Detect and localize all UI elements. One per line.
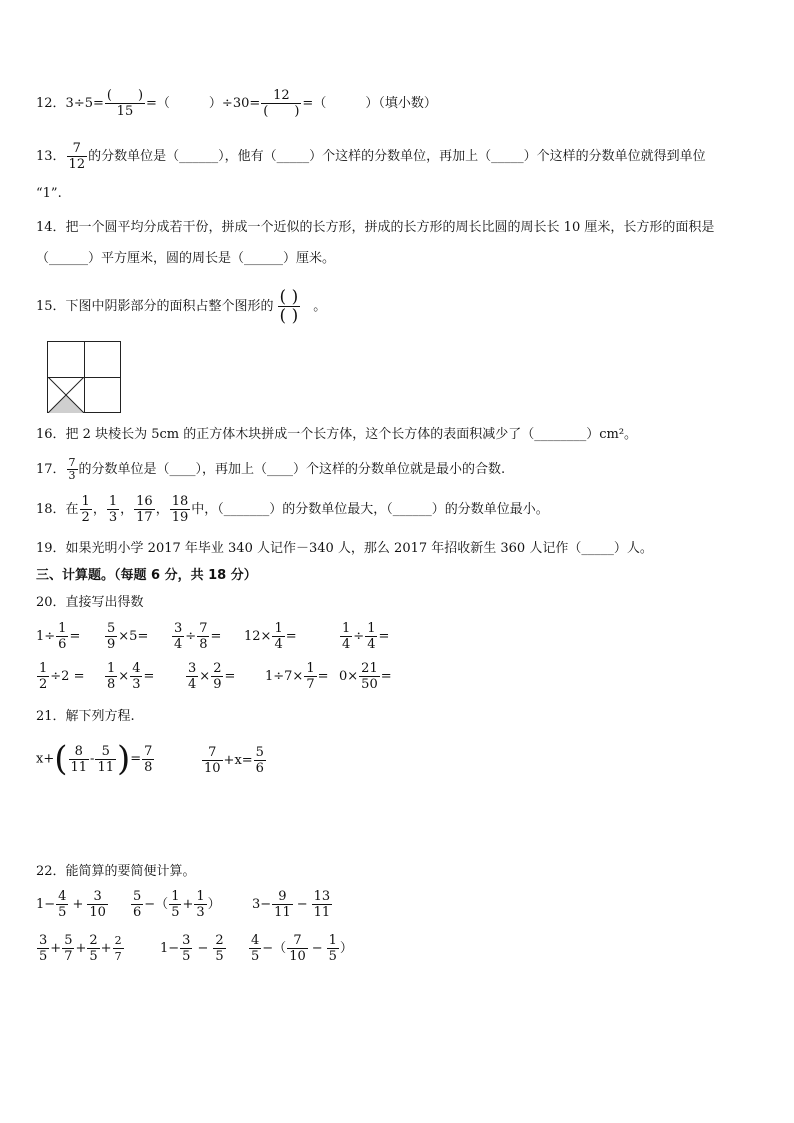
q17-fraction — [67, 457, 78, 482]
q22-e4-b-num: 5 — [64, 933, 73, 948]
q22-e6-end: ） — [339, 941, 353, 956]
q22-e6-frac-a — [249, 933, 261, 964]
q22-e6-frac-c — [327, 933, 339, 964]
q20-r1-e5-den-b: 4 — [367, 637, 376, 652]
q22-e4-frac-c — [87, 933, 99, 964]
q20-r2-e5-pre: 0× — [339, 669, 359, 684]
question-17 — [36, 457, 505, 482]
q22-e5-b-den: 5 — [215, 949, 224, 964]
q15-text: 15．下图中阴影部分的面积占整个图形的 — [36, 299, 274, 314]
q22-e5-pre: 1− — [160, 941, 180, 956]
q20-r1-e5-den-a: 4 — [342, 637, 351, 652]
q22-e4-b-den: 7 — [64, 949, 73, 964]
q18-fraction-2 — [107, 494, 119, 525]
q20-r2-e1-den: 2 — [39, 677, 48, 692]
q20-r2-e1[interactable] — [36, 661, 84, 692]
q22-e4-d-num: 2 — [114, 934, 122, 947]
q16-text[interactable]: 16．把 2 块棱长为 5cm 的正方体木块拼成一个长方体，这个长方体的表面积减少了（________）cm²。 — [36, 427, 638, 442]
q21-eq1-a-den: 11 — [70, 759, 88, 775]
q22-e2-frac-a — [131, 889, 143, 920]
q20-r1-e1-frac — [56, 621, 68, 652]
q20-r1-e3-op: ÷ — [185, 629, 197, 644]
question-15 — [36, 288, 326, 325]
q20-r2-e3-frac-b — [211, 661, 223, 692]
q18-fraction-4 — [170, 494, 191, 525]
q20-r2-e2[interactable] — [104, 661, 154, 692]
q13-number: 13． — [36, 149, 66, 164]
q22-e5-a-num: 3 — [182, 933, 191, 948]
q20-r2-e4-num: 1 — [306, 661, 315, 676]
q22-e6-a-den: 5 — [251, 949, 260, 964]
q22-e2-c-den: 3 — [196, 905, 205, 920]
q20-r2-e3-den-a: 4 — [188, 677, 197, 692]
q21-eq1-x: x+ — [36, 751, 55, 767]
q15-answer-fraction[interactable] — [278, 288, 301, 325]
q17-number: 17． — [36, 462, 66, 477]
q20-r2-e5[interactable] — [339, 661, 392, 692]
q20-r1-e3-den-b: 8 — [199, 637, 208, 652]
q20-r2-e2-frac-a — [105, 661, 117, 692]
q22-e4-frac-a — [37, 933, 49, 964]
q22-e1-a-num: 4 — [58, 889, 67, 904]
q18-f1-den: 2 — [81, 510, 90, 525]
q12-f1-numerator[interactable]: ( ) — [106, 88, 144, 103]
q22-e4-op1: + — [50, 941, 62, 956]
q22-e5-b-num: 2 — [215, 933, 224, 948]
q14-line2[interactable]: （______）平方厘米，圆的周长是（______）厘米。 — [36, 251, 336, 266]
q20-r1-e3-num-b: 7 — [199, 621, 208, 636]
q22-e1-b-num: 3 — [87, 889, 108, 905]
q12-fraction-1 — [105, 88, 145, 119]
q22-e5-frac-a — [180, 933, 192, 964]
q20-r2-e3-num-a: 3 — [188, 661, 197, 676]
q22-e4-a-den: 5 — [39, 949, 48, 964]
q18-fraction-1 — [80, 494, 92, 525]
q20-r1-e3-den-a: 4 — [174, 637, 183, 652]
q20-r2-e4-den: 7 — [306, 677, 315, 692]
shaded-triangle — [48, 377, 85, 413]
q17-text[interactable]: 的分数单位是（____），再加上（____）个这样的分数单位就是最小的合数. — [78, 462, 506, 477]
q20-r1-e5-num-a: 1 — [342, 621, 351, 636]
q21-equation-1[interactable] — [36, 739, 155, 779]
q22-e4-c-den: 5 — [89, 949, 98, 964]
q20-r1-e5-frac-a — [340, 621, 352, 652]
q15-end: 。 — [313, 299, 327, 314]
q20-r1-e4-den: 4 — [274, 637, 283, 652]
q12-f1-denominator: 15 — [116, 104, 134, 119]
q21-eq1-b-den: 11 — [97, 759, 114, 775]
q20-r1-e3-frac-a — [172, 621, 184, 652]
q12-f2-denominator[interactable]: ( ) — [263, 104, 300, 119]
q22-e6-b-den: 10 — [289, 949, 306, 964]
q22-e2-c-num: 1 — [196, 889, 205, 904]
q20-r1-e2-frac — [105, 621, 117, 652]
q22-e1-pre: 1− — [36, 897, 56, 912]
q14-line1[interactable]: 14．把一个圆平均分成若干份，拼成一个近似的长方形，拼成的长方形的周长比圆的周长长 10 厘米，长方形的面积是 — [36, 220, 715, 235]
q20-r2-e4-frac — [304, 661, 316, 692]
q22-e2-a-den: 6 — [133, 905, 142, 920]
q21-eq1-frac-b — [95, 744, 116, 775]
q20-r1-e5-op: ÷ — [353, 629, 365, 644]
q22-e3-op: − — [296, 897, 308, 912]
q21-title: 21．解下列方程. — [36, 709, 135, 724]
q20-r2-e3[interactable] — [185, 661, 235, 692]
question-18 — [36, 494, 549, 525]
q20-r2-e2-post: = — [143, 669, 155, 684]
q22-e2-b-num: 1 — [171, 889, 180, 904]
q17-numerator: 7 — [68, 456, 76, 469]
q22-e3-pre: 3− — [252, 897, 272, 912]
q20-r2-e3-op: × — [199, 669, 211, 684]
q20-r2-e5-post: = — [380, 669, 392, 684]
q21-eq1-equals: = — [130, 751, 142, 767]
q22-e4-frac-d — [113, 933, 124, 964]
q22-e6-c-den: 5 — [328, 949, 337, 964]
q12-number: 12．3÷5= — [36, 96, 104, 111]
q20-r1-e3-post: = — [210, 629, 222, 644]
q12-fraction-2 — [261, 88, 301, 119]
q21-equation-2[interactable] — [201, 745, 267, 776]
q22-e2-op: −（ — [144, 897, 169, 912]
q12-f2-numerator: 12 — [261, 88, 301, 104]
q21-eq2-mid: +x= — [223, 753, 253, 768]
q22-e5-a-den: 5 — [182, 949, 191, 964]
q21-eq1-r-den: 8 — [144, 759, 153, 775]
shaded-square-figure — [47, 341, 121, 413]
question-12 — [36, 88, 437, 119]
q22-expr-5[interactable] — [160, 933, 227, 964]
q22-e4-c-num: 2 — [89, 933, 98, 948]
q20-r1-e4-pre: 12× — [244, 629, 272, 644]
q20-r2-e2-den-a: 8 — [107, 677, 116, 692]
q22-e3-a-num: 9 — [272, 889, 293, 905]
q20-r1-e2-den: 9 — [107, 637, 116, 652]
q22-expr-1[interactable] — [36, 889, 109, 920]
q20-r1-e3[interactable] — [171, 621, 221, 652]
q21-eq1-minus: - — [90, 751, 95, 767]
q20-r1-e5-num-b: 1 — [367, 621, 376, 636]
q22-e2-b-den: 5 — [171, 905, 180, 920]
q20-r2-e3-den-b: 9 — [213, 677, 222, 692]
q22-expr-6[interactable] — [248, 933, 353, 964]
q20-r1-e2-num: 5 — [107, 621, 116, 636]
q22-e4-a-num: 3 — [39, 933, 48, 948]
q22-e6-op2: − — [311, 941, 323, 956]
q20-r2-e3-post: = — [224, 669, 236, 684]
q22-e3-b-den: 11 — [313, 905, 331, 920]
q21-eq2-a-den: 10 — [204, 761, 221, 776]
q20-r2-e5-den: 50 — [361, 677, 378, 692]
q13-line2: “1”. — [36, 186, 62, 201]
q22-e6-b-num: 7 — [287, 933, 308, 949]
q18-f2-den: 3 — [108, 510, 118, 525]
q20-r1-e4-num: 1 — [274, 621, 283, 636]
q22-e4-op2: + — [75, 941, 87, 956]
q22-e2-frac-b — [169, 889, 181, 920]
q20-r1-e1-pre: 1÷ — [36, 629, 56, 644]
q21-eq1-b-num: 5 — [95, 744, 116, 760]
q13-numerator: 7 — [67, 141, 88, 157]
q13-denominator: 12 — [68, 157, 86, 172]
q22-e2-a-num: 5 — [133, 889, 142, 904]
q20-r2-e5-num: 21 — [361, 661, 378, 676]
q18-text[interactable]: 中，（_______）的分数单位最大，（______）的分数单位最小。 — [191, 502, 549, 517]
q18-number: 18．在 — [36, 502, 79, 517]
q22-e1-a-den: 5 — [58, 905, 67, 920]
q21-eq2-frac-a — [202, 745, 223, 776]
q21-eq1-r-num: 7 — [144, 743, 153, 759]
q20-r2-e1-frac — [37, 661, 49, 692]
q22-e4-d-den: 7 — [114, 950, 122, 963]
q22-expr-3[interactable] — [252, 889, 333, 920]
q20-r2-e2-num-b: 4 — [132, 661, 141, 676]
q20-r2-e1-num: 1 — [39, 661, 48, 676]
q20-r1-e2-post: ×5= — [118, 629, 149, 644]
q18-f1-num: 1 — [81, 494, 90, 509]
q20-r2-e4[interactable] — [265, 661, 329, 692]
q22-e6-a-num: 4 — [251, 933, 260, 948]
q20-r1-e1[interactable] — [36, 621, 80, 652]
q20-r2-e3-num-b: 2 — [213, 661, 222, 676]
q22-e2-frac-c — [194, 889, 206, 920]
q22-e3-b-num: 13 — [313, 889, 331, 904]
q18-f4-num: 18 — [171, 494, 189, 509]
q22-expr-2[interactable] — [130, 889, 221, 920]
q22-title: 22．能简算的要简便计算。 — [36, 864, 196, 879]
q20-r1-e5-frac-b — [365, 621, 377, 652]
q20-r1-e4[interactable] — [244, 621, 297, 652]
q13-fraction — [67, 141, 88, 172]
q17-denominator: 3 — [68, 469, 76, 482]
q20-r1-e1-num: 1 — [58, 621, 67, 636]
q21-eq1-rparen: ) — [117, 739, 131, 779]
q22-e3-frac-b — [312, 889, 333, 920]
q18-fraction-3 — [134, 494, 155, 525]
q12-middle-text: =（ ）÷30= — [146, 96, 261, 111]
q20-r2-e1-post: ÷2 = — [50, 669, 85, 684]
q20-r1-e4-post: = — [285, 629, 297, 644]
q22-e2-end: ） — [207, 897, 221, 912]
q15-numerator[interactable]: ( ) — [279, 287, 299, 307]
q22-e3-a-den: 11 — [274, 905, 291, 920]
section-3-title: 三、计算题。（每题 6 分，共 18 分） — [36, 568, 257, 583]
q22-e5-op: − — [197, 941, 209, 956]
q20-r2-e2-num-a: 1 — [107, 661, 116, 676]
q22-e4-frac-b — [62, 933, 74, 964]
q21-eq1-lparen: ( — [54, 739, 68, 779]
q20-r2-e2-frac-b — [130, 661, 142, 692]
q19-text[interactable]: 19．如果光明小学 2017 年毕业 340 人记作－340 人，那么 2017 年招收新生 360 人记作（_____）人。 — [36, 541, 653, 556]
q20-r1-e2[interactable] — [104, 621, 148, 652]
q20-r1-e5[interactable] — [339, 621, 389, 652]
q21-eq1-a-num: 8 — [69, 744, 90, 760]
q18-f4-den: 19 — [171, 510, 189, 525]
q22-e3-frac-a — [272, 889, 293, 920]
q22-e6-c-num: 1 — [328, 933, 337, 948]
q20-r1-e5-post: = — [378, 629, 390, 644]
q20-title: 20．直接写出得数 — [36, 595, 144, 610]
q22-e2-op2: + — [182, 897, 194, 912]
q18-comma: ， — [120, 502, 134, 517]
q20-r1-e3-num-a: 3 — [174, 621, 183, 636]
q21-eq2-a-num: 7 — [202, 745, 223, 761]
q22-e1-frac-b — [87, 889, 108, 920]
q22-e1-frac-a — [56, 889, 68, 920]
q22-e1-b-den: 10 — [89, 905, 106, 920]
q21-eq1-frac-a — [69, 744, 90, 775]
q20-r2-e4-post: = — [317, 669, 329, 684]
q20-r2-e4-pre: 1÷7× — [265, 669, 304, 684]
q20-r2-e2-den-b: 3 — [132, 677, 141, 692]
q13-text[interactable]: 的分数单位是（______），他有（_____）个这样的分数单位，再加上（_____）个这样的分数单位就得到单位 — [88, 149, 706, 164]
q20-r2-e3-frac-a — [186, 661, 198, 692]
q22-e6-op: −（ — [262, 941, 287, 956]
q22-e5-frac-b — [213, 933, 225, 964]
q18-f2-num: 1 — [108, 494, 118, 509]
q18-f3-num: 16 — [136, 494, 153, 509]
q18-comma: ， — [92, 502, 106, 517]
q21-eq2-r-num: 5 — [255, 745, 264, 760]
q20-r1-e1-post: = — [69, 629, 81, 644]
q20-r1-e4-frac — [272, 621, 284, 652]
q18-comma: ， — [155, 502, 169, 517]
q22-e1-op: + — [72, 897, 84, 912]
q20-r2-e5-frac — [359, 661, 380, 692]
q21-eq2-r-den: 6 — [255, 761, 264, 776]
q15-denominator[interactable]: ( ) — [279, 306, 299, 326]
q20-r2-e2-op: × — [118, 669, 130, 684]
q20-r1-e3-frac-b — [197, 621, 209, 652]
q21-eq1-frac-r — [142, 744, 154, 775]
q12-end-text: =（ ）（填小数） — [302, 96, 437, 111]
q20-r1-e1-den: 6 — [58, 637, 67, 652]
q22-expr-4[interactable] — [36, 933, 125, 964]
q21-eq2-frac-r — [254, 745, 266, 776]
question-13 — [36, 141, 706, 172]
q18-f3-den: 17 — [136, 510, 153, 525]
q22-e6-frac-b — [287, 933, 308, 964]
q22-e4-op3: + — [100, 941, 112, 956]
